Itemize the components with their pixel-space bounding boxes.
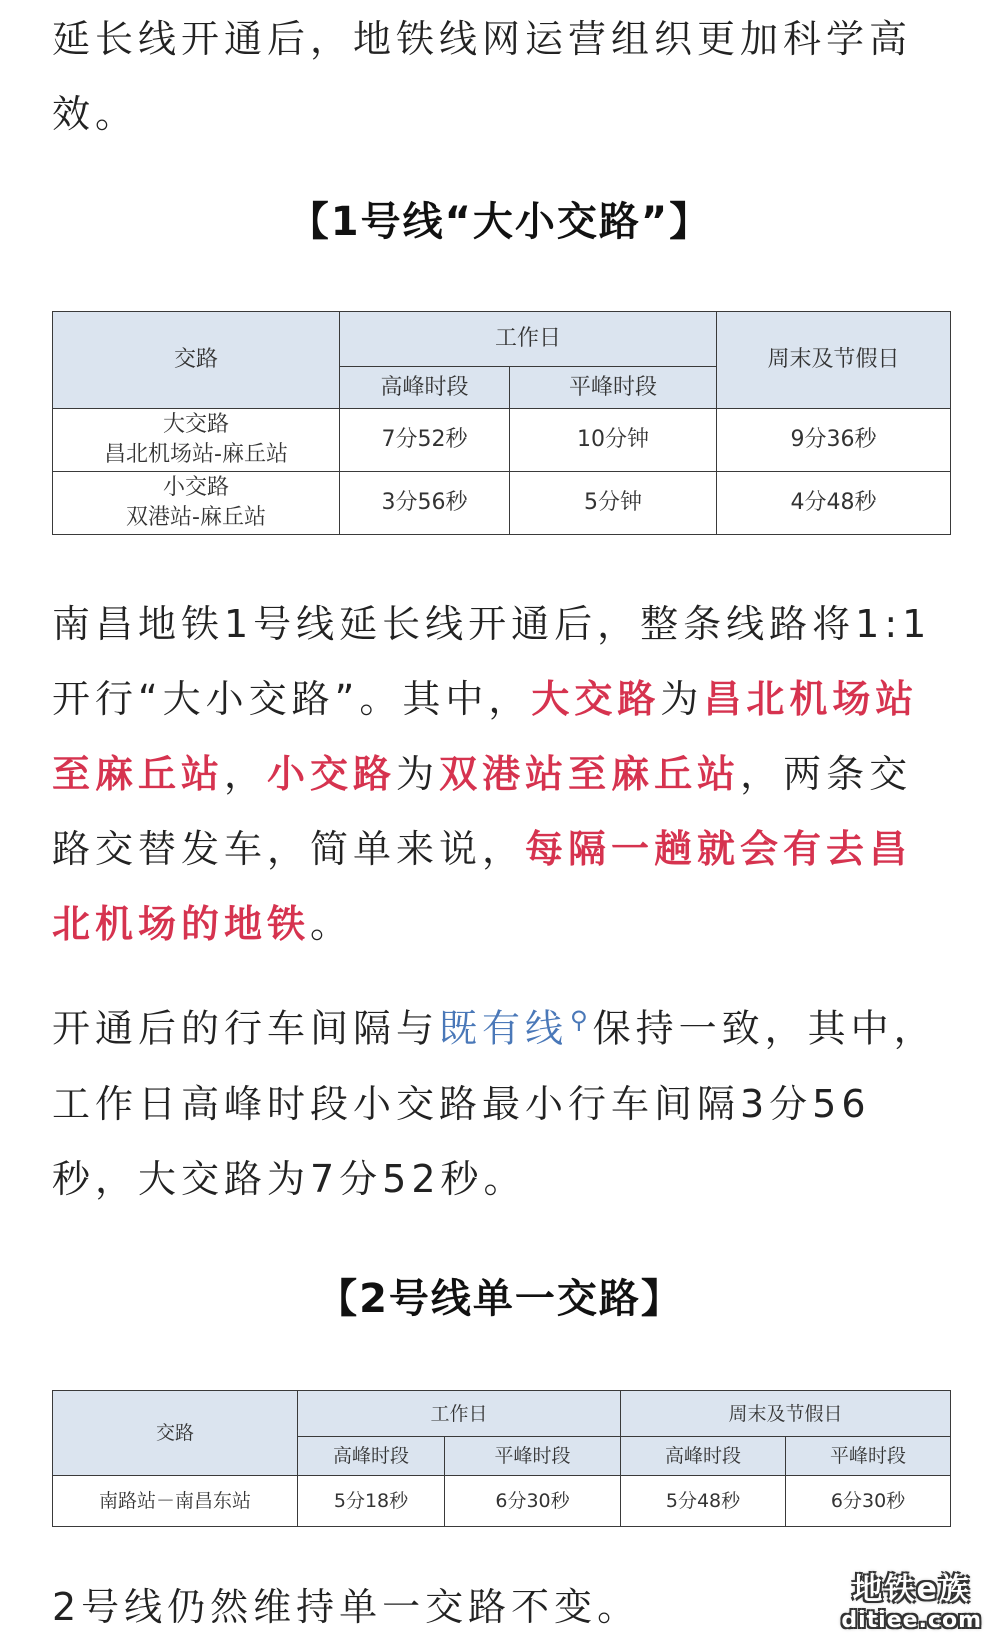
route-cell <box>53 409 340 472</box>
route-name: 大交路 <box>162 412 229 437</box>
highlight-summary: 每隔一趟就会有去昌北机场的地铁 <box>52 827 913 946</box>
route-span: 昌北机场站-麻丘站 <box>104 442 288 467</box>
we-peak-cell: 5分48秒 <box>621 1476 786 1527</box>
header-we-peak: 高峰时段 <box>621 1437 786 1476</box>
we-offpeak-cell: 6分30秒 <box>786 1476 951 1527</box>
text-segment: 为 <box>396 752 440 796</box>
watermark-domain: ditiee.com <box>841 1607 982 1633</box>
offpeak-cell: 5分钟 <box>510 472 717 535</box>
header-peak: 高峰时段 <box>340 367 510 409</box>
existing-line-link[interactable]: 既有线 <box>439 1006 569 1051</box>
peak-cell: 3分56秒 <box>340 472 510 535</box>
intro-line-2: 效。 <box>52 92 139 136</box>
header-wd-offpeak: 平峰时段 <box>445 1437 621 1476</box>
line1-schedule-table <box>52 311 951 535</box>
highlight-small-route: 小交路 <box>267 752 397 796</box>
header-weekend: 周末及节假日 <box>717 312 951 409</box>
intro-line-1: 延长线开通后，地铁线网运营组织更加科学高 <box>52 17 913 61</box>
route-span: 双港站-麻丘站 <box>126 505 266 530</box>
wd-peak-cell: 5分18秒 <box>298 1476 445 1527</box>
text-segment: 南昌地铁1号线延长线开通后，整条线路将1:1开行“大小交路”。其中， <box>52 602 932 721</box>
highlight-big-route: 大交路 <box>531 677 661 721</box>
highlight-big-route-span: 昌北机场站至麻丘站 <box>52 677 919 796</box>
header-wd-peak: 高峰时段 <box>298 1437 445 1476</box>
text-segment: ，两条交路交替发车，简单来说， <box>52 752 913 871</box>
intro-paragraph <box>52 2 952 152</box>
line2-schedule-table <box>52 1390 951 1527</box>
header-weekend: 周末及节假日 <box>621 1391 951 1437</box>
offpeak-cell: 10分钟 <box>510 409 717 472</box>
highlight-small-route-span: 双港站至麻丘站 <box>439 752 741 796</box>
line2-heading: 【2号线单一交路】 <box>317 1276 683 1322</box>
wd-offpeak-cell: 6分30秒 <box>445 1476 621 1527</box>
header-workday: 工作日 <box>340 312 717 367</box>
route-cell <box>53 472 340 535</box>
site-watermark <box>841 1572 982 1634</box>
text-segment: 开通后的行车间隔与 <box>52 1006 440 1051</box>
header-offpeak: 平峰时段 <box>510 367 717 409</box>
table-row <box>53 472 951 535</box>
weekend-cell: 4分48秒 <box>717 472 951 535</box>
line2-description: 2号线仍然维持单一交路不变。 <box>52 1585 641 1629</box>
search-icon[interactable]: ⚲ <box>570 1006 593 1034</box>
text-segment: 为 <box>660 677 704 721</box>
line1-heading: 【1号线“大小交路”】 <box>288 199 712 245</box>
route-cell: 南路站－南昌东站 <box>53 1476 298 1527</box>
text-segment: 保持一致，其中，工作日高峰时段小交路最小行车间隔3分56秒，大交路为7分52秒。 <box>52 1006 937 1201</box>
header-we-offpeak: 平峰时段 <box>786 1437 951 1476</box>
watermark-brand: 地铁e族 <box>852 1571 971 1607</box>
weekend-cell: 9分36秒 <box>717 409 951 472</box>
header-route: 交路 <box>53 312 340 409</box>
header-workday: 工作日 <box>298 1391 621 1437</box>
peak-cell: 7分52秒 <box>340 409 510 472</box>
route-name: 小交路 <box>162 475 229 500</box>
text-segment: 。 <box>310 902 354 946</box>
header-route: 交路 <box>53 1391 298 1476</box>
interval-paragraph <box>52 983 952 1217</box>
text-segment: ， <box>224 752 268 796</box>
table-row <box>53 409 951 472</box>
line1-description <box>52 587 952 962</box>
table-row <box>53 1476 951 1527</box>
